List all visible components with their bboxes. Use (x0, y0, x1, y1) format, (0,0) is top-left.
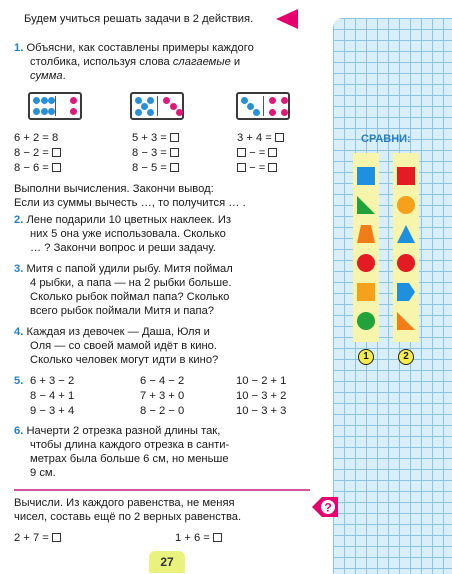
task3-line3: Сколько рыбок поймал папа? Сколько (30, 291, 230, 303)
bonus-eq2 (175, 531, 222, 545)
task2-line1 (14, 213, 231, 227)
task1-text2b: и (230, 56, 241, 68)
task4-line2: Оля — со своей мамой идёт в кино. (30, 340, 217, 352)
col1-row3 (14, 161, 61, 175)
col3-row1 (237, 131, 284, 145)
task1-text2: столбика, используя слова (30, 56, 173, 68)
col1-row2-text: 8 − 2 = (14, 147, 49, 159)
green-circle-icon (357, 312, 375, 330)
col3-row3-ops: − = (249, 162, 266, 174)
task1-text1: Объясни, как составлены примеры каждого (26, 42, 254, 54)
task5-r1c3: 10 − 2 + 1 (236, 375, 287, 387)
task1-word-sum: сумма (30, 70, 63, 82)
bonus-line1: Вычисли. Из каждого равенства, не меняя (14, 497, 235, 509)
task2-text1: Лене подарили 10 цветных наклеек. Из (26, 214, 232, 226)
dot (247, 103, 254, 110)
col2-row1 (132, 131, 179, 145)
orange-trapezoid-icon (357, 225, 375, 243)
task4-number: 4. (14, 326, 24, 338)
blue-triangle-icon (397, 225, 415, 243)
dot (269, 109, 276, 116)
shape-strip-2 (393, 153, 419, 342)
conclusion-line2: Если из суммы вычесть …, то получится … . (14, 197, 246, 209)
dot (147, 97, 154, 104)
dot (269, 97, 276, 104)
question-badge-icon (312, 494, 338, 520)
task3-number: 3. (14, 263, 24, 275)
answer-box[interactable] (237, 148, 246, 157)
blue-square-icon (357, 167, 375, 185)
col3-row2-ops: − = (249, 147, 266, 159)
dot (281, 109, 288, 116)
task4-line3: Сколько человек могут идти в кино? (30, 354, 219, 366)
compare-label: СРАВНИ: (361, 133, 411, 145)
orange-square-icon (357, 283, 375, 301)
dot (141, 103, 148, 110)
section-separator (14, 489, 310, 491)
task1-line3 (30, 69, 66, 83)
domino-divider (263, 96, 264, 116)
task5-r1c2: 6 − 4 − 2 (140, 375, 185, 387)
dot (41, 108, 48, 115)
task1-line2 (30, 55, 240, 69)
task5-r2c1: 8 − 4 + 1 (30, 390, 75, 402)
col1-row3-text: 8 − 6 = (14, 162, 49, 174)
blue-pentagon-icon (397, 283, 415, 301)
dot (170, 103, 177, 110)
task6-line4: 9 см. (30, 467, 56, 479)
dot (281, 97, 288, 104)
col2-row2-text: 8 − 3 = (132, 147, 167, 159)
dot (147, 109, 154, 116)
task6-line2: чтобы длина каждого отрезка в санти- (30, 439, 230, 451)
orange-circle-icon (397, 196, 415, 214)
col3-row1-text: 3 + 4 = (237, 132, 272, 144)
domino-divider (55, 96, 56, 116)
shape-strip-1 (353, 153, 379, 342)
answer-box[interactable] (268, 148, 277, 157)
answer-box[interactable] (52, 163, 61, 172)
task3-line1 (14, 262, 233, 276)
dot (33, 108, 40, 115)
strip-2-label: 2 (398, 349, 414, 365)
dot (48, 108, 55, 115)
bookmark-flag-icon (276, 9, 298, 29)
bonus-eq1 (14, 531, 61, 545)
task1-line1 (14, 41, 254, 55)
task1-number: 1. (14, 42, 24, 54)
col3-row2 (237, 146, 277, 160)
red-circle-icon (357, 254, 375, 272)
task6-text1: Начерти 2 отрезка разной длины так, (26, 425, 221, 437)
question-mark: ? (324, 500, 332, 515)
task6-line3: метрах была больше 6 см, но меньше (30, 453, 229, 465)
task2-line2: них 5 она уже использовала. Сколько (30, 228, 226, 240)
answer-box[interactable] (170, 163, 179, 172)
bonus-eq1-text: 2 + 7 = (14, 532, 49, 544)
task3-line4: всего рыбок поймали Митя и папа? (30, 305, 215, 317)
task5-r1c1: 6 + 3 − 2 (30, 375, 75, 387)
dot (70, 108, 77, 115)
answer-box[interactable] (237, 163, 246, 172)
dot (70, 97, 77, 104)
task1-period: . (62, 70, 66, 82)
dot (41, 97, 48, 104)
answer-box[interactable] (52, 533, 61, 542)
answer-box[interactable] (170, 133, 179, 142)
orange-triangle-icon (397, 312, 415, 330)
page-number: 27 (149, 551, 185, 573)
dot (163, 97, 170, 104)
bonus-line2: чисел, составь ещё по 2 верных равенства. (14, 511, 242, 523)
domino-divider (157, 96, 158, 116)
task1-word-addends: слагаемые (172, 56, 231, 68)
domino-1 (28, 92, 82, 120)
red-circle-icon (397, 254, 415, 272)
dot (135, 97, 142, 104)
answer-box[interactable] (52, 148, 61, 157)
task5-r2c2: 7 + 3 + 0 (140, 390, 185, 402)
task5-r3c2: 8 − 2 − 0 (140, 405, 185, 417)
col2-row3 (132, 161, 179, 175)
red-square-icon (397, 167, 415, 185)
col1-row2 (14, 146, 61, 160)
dot (241, 97, 248, 104)
answer-box[interactable] (170, 148, 179, 157)
col1-row1: 6 + 2 = 8 (14, 132, 59, 144)
task2-line3: … ? Закончи вопрос и реши задачу. (30, 242, 216, 254)
task4-text1: Каждая из девочек — Даша, Юля и (26, 326, 210, 338)
bonus-eq2-text: 1 + 6 = (175, 532, 210, 544)
task3-line2: 4 рыбки, а папа — на 2 рыбки больше. (30, 277, 232, 289)
conclusion-line1: Выполни вычисления. Закончи вывод: (14, 183, 214, 195)
col3-row3 (237, 161, 277, 175)
task2-number: 2. (14, 214, 24, 226)
strip-1-label: 1 (358, 349, 374, 365)
dot (176, 109, 183, 116)
col2-row2 (132, 146, 179, 160)
col2-row1-text: 5 + 3 = (132, 132, 167, 144)
answer-box[interactable] (275, 133, 284, 142)
green-triangle-icon (357, 196, 375, 214)
task4-line1 (14, 325, 210, 339)
task5-r2c3: 10 − 3 + 2 (236, 390, 287, 402)
dot (48, 97, 55, 104)
task5-number: 5. (14, 375, 24, 387)
task5-r3c1: 9 − 3 + 4 (30, 405, 75, 417)
task6-number: 6. (14, 425, 24, 437)
task3-text1: Митя с папой удили рыбу. Митя поймал (26, 263, 233, 275)
dot (135, 109, 142, 116)
domino-2 (130, 92, 184, 120)
dot (33, 97, 40, 104)
task6-line1 (14, 424, 220, 438)
col2-row3-text: 8 − 5 = (132, 162, 167, 174)
dot (253, 109, 260, 116)
intro-text: Будем учиться решать задачи в 2 действия. (24, 13, 254, 25)
task5-number-wrap (14, 374, 23, 388)
answer-box[interactable] (213, 533, 222, 542)
task5-r3c3: 10 − 3 + 3 (236, 405, 287, 417)
domino-3 (236, 92, 290, 120)
answer-box[interactable] (268, 163, 277, 172)
